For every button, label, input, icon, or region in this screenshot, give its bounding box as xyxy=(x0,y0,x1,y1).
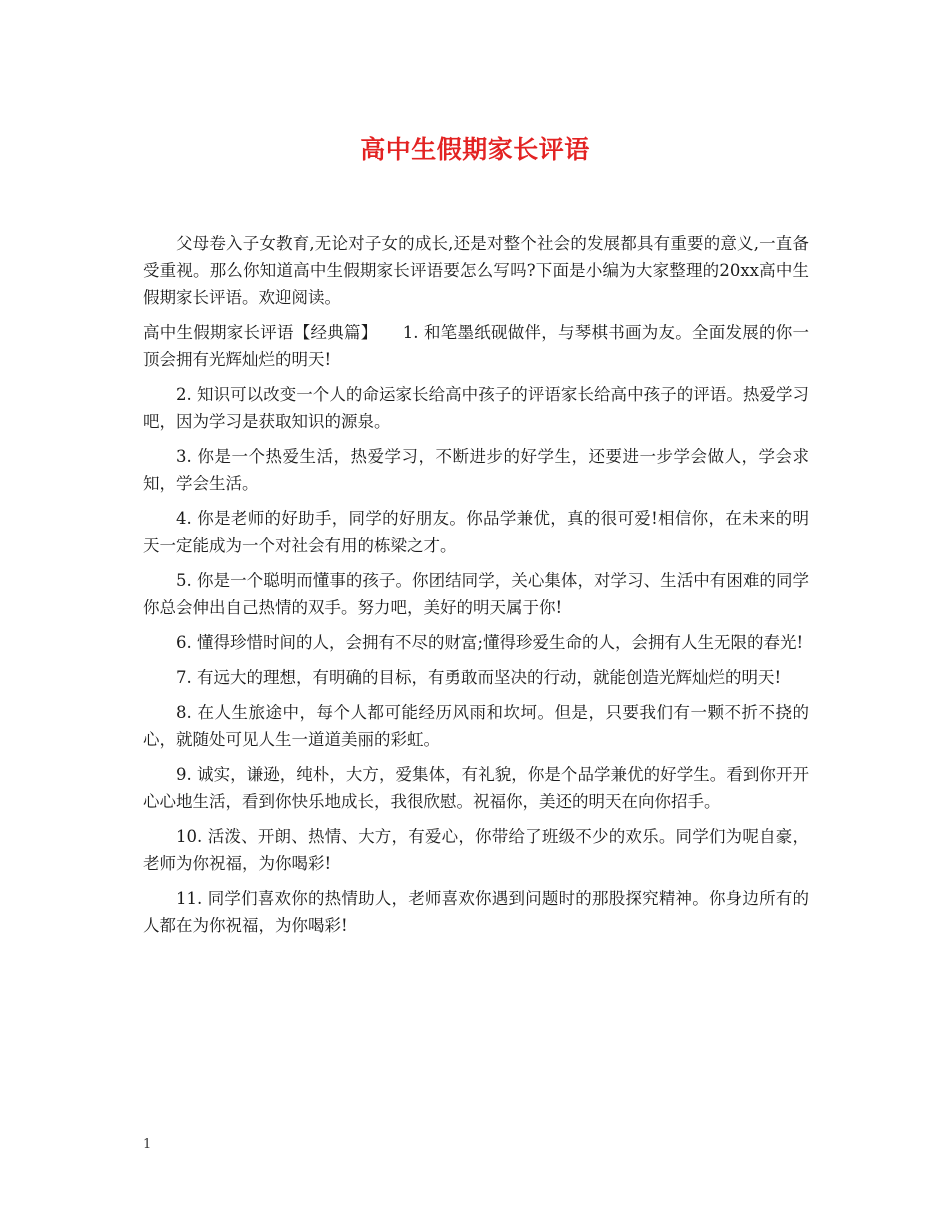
comment-paragraph: 9. 诚实，谦逊，纯朴，大方，爱集体，有礼貌，你是个品学兼优的好学生。看到你开开心心地生活，看到你快乐地成长，我很欣慰。祝福你，美还的明天在向你招手。 xyxy=(143,765,809,811)
intro-paragraph: 父母卷入子女教育,无论对子女的成长,还是对整个社会的发展都具有重要的意义,一直备受重视。那么你知道高中生假期家长评语要怎么写吗?下面是小编为大家整理的20xx高中生假期家长评语。欢迎阅读。 xyxy=(143,234,809,307)
comment-paragraph: 8. 在人生旅途中，每个人都可能经历风雨和坎坷。但是，只要我们有一颗不折不挠的心，就随处可见人生一道道美丽的彩虹。 xyxy=(143,703,809,749)
comment-paragraph: 6. 懂得珍惜时间的人，会拥有不尽的财富;懂得珍爱生命的人，会拥有人生无限的春光! xyxy=(176,633,804,652)
page-number: 1 xyxy=(143,1137,152,1152)
comment-paragraph: 10. 活泼、开朗、热情、大方，有爱心，你带给了班级不少的欢乐。同学们为呢自豪，老师为你祝福，为你喝彩! xyxy=(143,827,809,873)
comment-paragraph: 3. 你是一个热爱生活，热爱学习，不断进步的好学生，还要进一步学会做人，学会求知，学会生活。 xyxy=(143,447,809,493)
document-body xyxy=(143,230,809,947)
comment-paragraph: 5. 你是一个聪明而懂事的孩子。你团结同学，关心集体，对学习、生活中有困难的同学你总会伸出自己热情的双手。努力吧，美好的明天属于你! xyxy=(143,571,809,617)
comment-paragraph: 4. 你是老师的好助手，同学的好朋友。你品学兼优，真的很可爱!相信你，在未来的明天一定能成为一个对社会有用的栋梁之才。 xyxy=(143,509,809,555)
document-title: 高中生假期家长评语 xyxy=(360,135,590,164)
section-heading-paragraph: 高中生假期家长评语【经典篇】 1. 和笔墨纸砚做伴，与琴棋书画为友。全面发展的你一顶会拥有光辉灿烂的明天! xyxy=(143,323,809,369)
comment-paragraph: 11. 同学们喜欢你的热情助人，老师喜欢你遇到问题时的那股探究精神。你身边所有的人都在为你祝福，为你喝彩! xyxy=(143,889,809,935)
comment-paragraph: 2. 知识可以改变一个人的命运家长给高中孩子的评语家长给高中孩子的评语。热爱学习吧，因为学习是获取知识的源泉。 xyxy=(143,385,809,431)
comment-paragraph: 7. 有远大的理想，有明确的目标，有勇敢而坚决的行动，就能创造光辉灿烂的明天! xyxy=(176,668,782,687)
